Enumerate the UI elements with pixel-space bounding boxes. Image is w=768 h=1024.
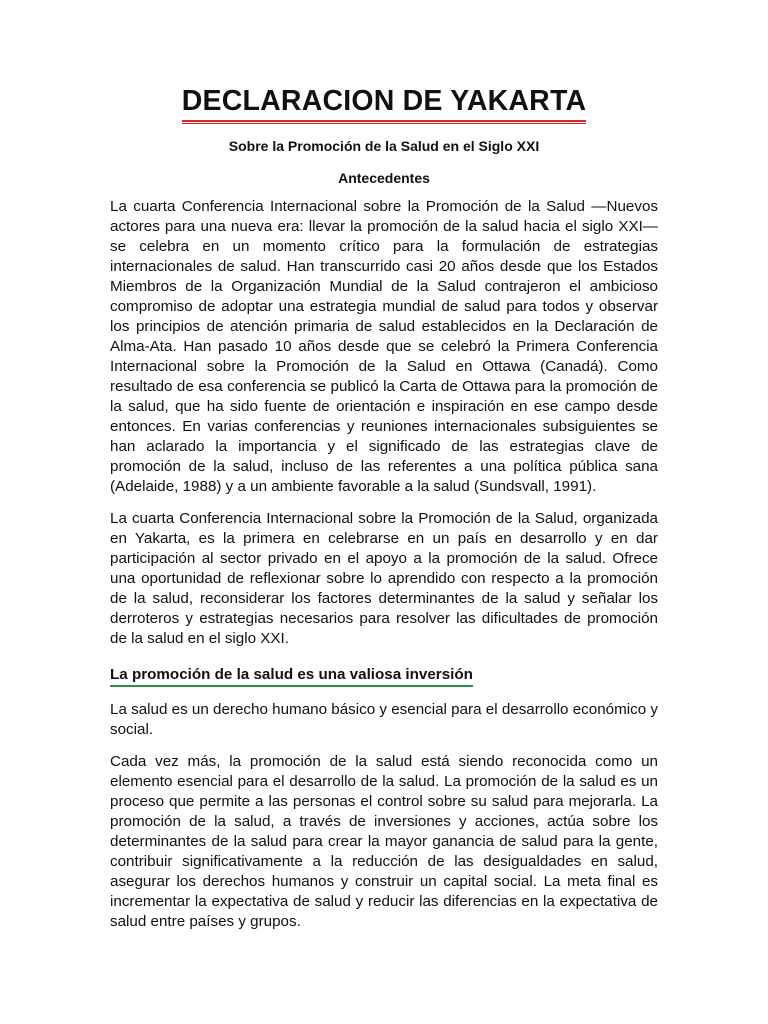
- paragraph-antecedentes-2: La cuarta Conferencia Internacional sobre la Promoción de la Salud, organizada en Yakarta, es la primera en celebrarse en un país en desarrollo y en dar participación al sector privado en el apoyo a la promoción de la salud. Ofrece una oportunidad de reflexionar sobre lo aprendido con respecto a la promoción de la salud, reconsiderar los factores determinantes de la salud y señalar los derroteros y estrategias necesarios para resolver las dificultades de promoción de la salud en el siglo XXI.: [110, 510, 658, 647]
- document-subtitle: Sobre la Promoción de la Salud en el Siglo XXI: [228, 138, 540, 154]
- document-page: [110, 84, 658, 932]
- title-underline: [182, 120, 586, 124]
- paragraph-antecedentes-1: La cuarta Conferencia Internacional sobre la Promoción de la Salud —Nuevos actores para una nueva era: llevar la promoción de la salud hacia el siglo XXI— se celebra en un momento crítico para la formulación de estrategias internacionales de salud. Han transcurrido casi 20 años desde que los Estados Miembros de la Organización Mundial de la Salud contrajeron el ambicioso compromiso de adoptar una estrategia mundial de salud para todos y observar los principios de atención primaria de salud establecidos en la Declaración de Alma-Ata. Han pasado 10 años desde que se celebró la Primera Conferencia Internacional sobre la Promoción de la Salud en Ottawa (Canadá). Como resultado de esa conferencia se publicó la Carta de Ottawa para la promoción de la salud, que ha sido fuente de orientación e inspiración en ese campo desde entonces. En varias conferencias y reuniones internacionales subsiguientes se han aclarado la importancia y el significado de las estrategias clave de promoción de la salud, incluso de las referentes a una política pública sana (Adelaide, 1988) y a un ambiente favorable a la salud (Sundsvall, 1991).: [110, 198, 658, 495]
- subheading-inversion: La promoción de la salud es una valiosa inversión: [110, 665, 473, 687]
- document-title: DECLARACION DE YAKARTA: [181, 85, 587, 117]
- subheading-container: [110, 665, 658, 687]
- section-heading-antecedentes: Antecedentes: [338, 170, 430, 186]
- paragraph-inversion-2: Cada vez más, la promoción de la salud está siendo reconocida como un elemento esencial para el desarrollo de la salud. La promoción de la salud es un proceso que permite a las personas el control sobre su salud para mejorarla. La promoción de la salud, a través de inversiones y acciones, actúa sobre los determinantes de la salud para crear la mayor ganancia de salud para la gente, contribuir significativamente a la reducción de las desigualdades en salud, asegurar los derechos humanos y construir un capital social. La meta final es incrementar la expectativa de salud y reducir las diferencias en la expectativa de salud entre países y grupos.: [110, 753, 658, 930]
- paragraph-inversion-1: La salud es un derecho humano básico y esencial para el desarrollo económico y social.: [110, 701, 658, 738]
